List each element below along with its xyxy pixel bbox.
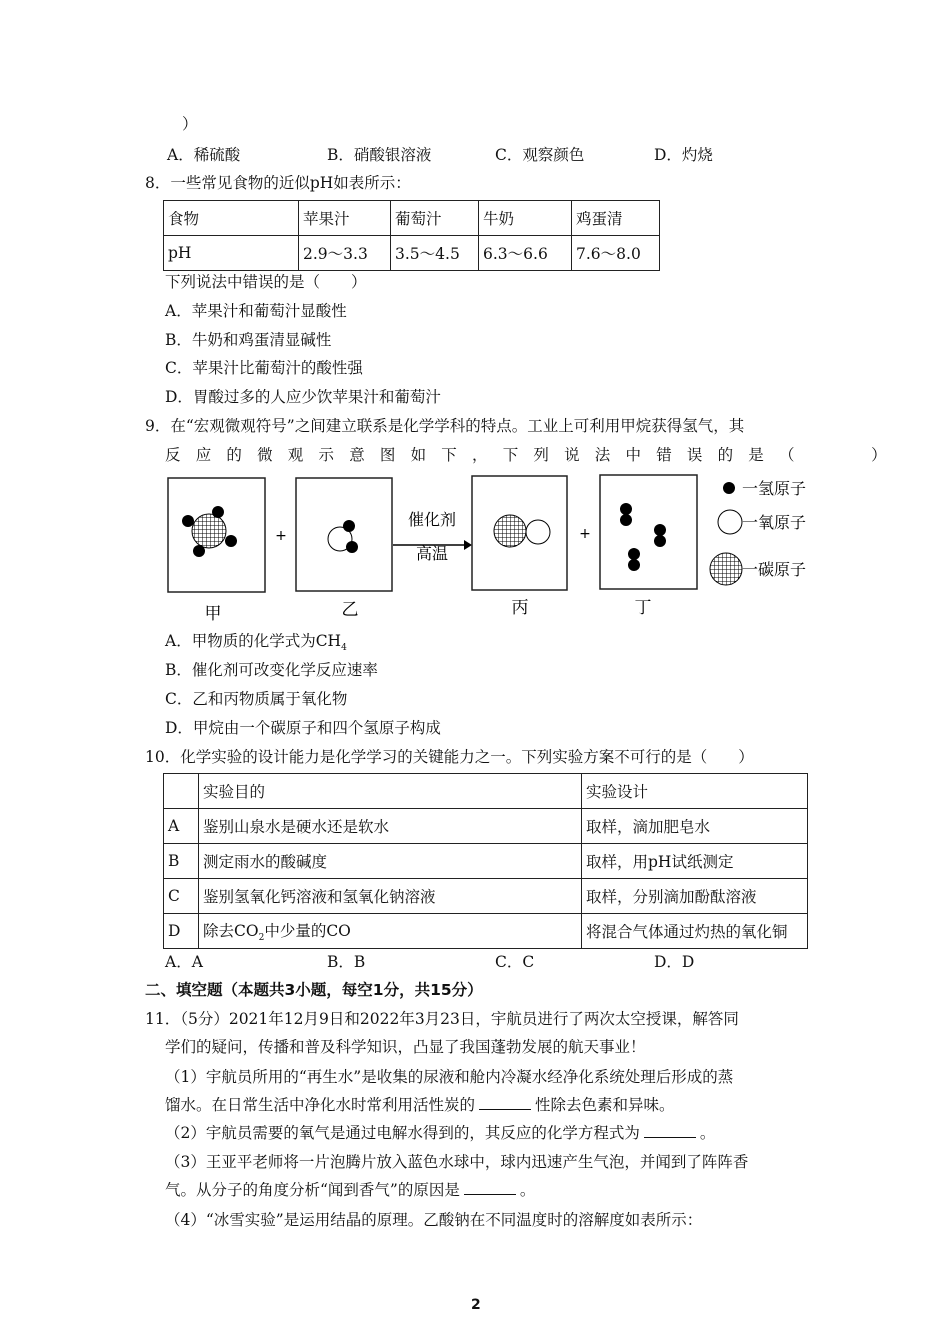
q11-part4: （4）“冰雪实验”是运用结晶的原理。乙酸钠在不同温度时的溶解度如表所示： [165,1211,703,1229]
q7-option-a: A．稀硫酸 [167,146,241,164]
box-jia [168,478,265,592]
hydrogen-atom-icon [182,515,194,527]
q10-experiment-table [163,773,808,949]
q11-part2: （2）宇航员需要的氧气是通过电解水得到的，其反应的化学方程式为 。 [165,1124,716,1142]
q10-option-d: D．D [654,953,695,971]
carbon-atom-icon [192,514,226,548]
plus-sign: + [579,526,591,542]
carbon-legend-icon [710,553,742,585]
table-header-cell: 实验目的 [199,774,582,809]
q11-part3-line1: （3）王亚平老师将一片泡腾片放入蓝色水球中，球内迅速产生气泡，并闻到了阵阵香 [165,1153,749,1171]
q11-part1-line2: 馏水。在日常生活中净化水时常利用活性炭的 性除去色素和异味。 [165,1096,675,1114]
box-bing [472,476,567,590]
q10-stem: 10．化学实验的设计能力是化学学习的关键能力之一。下列实验方案不可行的是（ ） [145,748,754,766]
table-header-cell: 苹果汁 [299,201,391,236]
table-cell: pH [164,236,299,271]
q7-option-c: C．观察颜色 [495,146,585,164]
label-jia: 甲 [204,604,222,624]
q8-option-b: B．牛奶和鸡蛋清显碱性 [165,331,332,349]
page-number: 2 [471,1297,481,1313]
hydrogen-atom-icon [212,506,224,518]
q9-stem-line1: 9．在“宏观微观符号”之间建立联系是化学学科的特点。工业上可利用甲烷获得氢气，其 [145,417,745,435]
q10-option-b: B．B [327,953,366,971]
q10-option-a: A．A [165,953,203,971]
table-header-cell: 牛奶 [479,201,572,236]
answer-blank[interactable] [479,1095,531,1110]
q9-option-d: D．甲烷由一个碳原子和四个氢原子构成 [165,719,441,737]
q9-option-a: A．甲物质的化学式为$CH_4$ [165,632,347,654]
legend-hydrogen: 一氢原子 [742,479,807,498]
label-yi: 乙 [341,600,359,620]
answer-blank[interactable] [464,1180,516,1195]
q11-part1-line1: （1）宇航员所用的“再生水”是收集的尿液和舱内冷凝水经净化系统处理后形成的蒸 [165,1068,734,1086]
hydrogen-atom-icon [225,535,237,547]
oxygen-atom-icon [526,520,550,544]
label-bing: 丙 [511,598,529,618]
reaction-diagram [150,465,840,625]
q11-line1: 11．（5分）2021年12月9日和2022年3月23日，宇航员进行了两次太空授课，解答同 [145,1010,739,1028]
q8-option-a: A．苹果汁和葡萄汁显酸性 [165,302,347,320]
table-row: C 鉴别氢氧化钙溶液和氢氧化钠溶液 取样，分别滴加酚酞溶液 [164,879,808,914]
hydrogen-atom-icon [193,545,205,557]
table-cell: 6.3～6.6 [479,236,572,271]
table-header-cell: 食物 [164,201,299,236]
box-yi [296,478,392,591]
q9-stem-line2: 反应的微观示意图如下，下列说法中错误的是（ ） [165,446,902,464]
table-cell: 7.6～8.0 [572,236,660,271]
table-header-cell: 葡萄汁 [391,201,479,236]
table-header-cell: 鸡蛋清 [572,201,660,236]
q9-option-b: B．催化剂可改变化学反应速率 [165,661,378,679]
q8-ph-table [163,200,660,271]
legend-carbon: 一碳原子 [742,560,807,579]
q8-stem: 8．一些常见食物的近似pH如表所示： [145,174,411,192]
box-ding [600,475,697,589]
oxygen-legend-icon [718,510,742,534]
q10-option-c: C．C [495,953,535,971]
q7-option-b: B．硝酸银溶液 [327,146,432,164]
carbon-atom-icon [494,515,526,547]
table-row: D 除去$CO_2$中少量的CO 将混合气体通过灼热的氧化铜 [164,914,808,949]
table-row: A 鉴别山泉水是硬水还是软水 取样，滴加肥皂水 [164,809,808,844]
q9-option-c: C．乙和丙物质属于氧化物 [165,690,348,708]
answer-blank[interactable] [644,1123,696,1138]
section-heading: 二、填空题（本题共3小题，每空1分，共15分） [145,981,483,999]
q8-question: 下列说法中错误的是（ ） [165,273,367,291]
q8-option-d: D．胃酸过多的人应少饮苹果汁和葡萄汁 [165,388,441,406]
hydrogen-atom-icon [346,541,358,553]
hydrogen-atom-icon [343,520,355,532]
catalyst-label: 催化剂 [407,510,457,529]
q7-close-paren: ） [182,115,198,133]
legend-oxygen: 一氧原子 [742,513,807,532]
legend [710,479,806,585]
table-header-cell: 实验设计 [582,774,808,809]
q7-option-d: D．灼烧 [654,146,713,164]
q8-option-c: C．苹果汁比葡萄汁的酸性强 [165,359,363,377]
q11-line2: 学们的疑问，传播和普及科学知识，凸显了我国蓬勃发展的航天事业！ [165,1038,646,1056]
table-cell: 2.9～3.3 [299,236,391,271]
table-cell: 3.5～4.5 [391,236,479,271]
plus-sign: + [275,528,287,544]
label-ding: 丁 [634,598,652,618]
hydrogen-legend-icon [723,482,735,494]
table-row: B 测定雨水的酸碱度 取样，用pH试纸测定 [164,844,808,879]
high-temp-label: 高温 [415,544,449,563]
q11-part3-line2: 气。从分子的角度分析“闻到香气”的原因是 。 [165,1181,536,1199]
